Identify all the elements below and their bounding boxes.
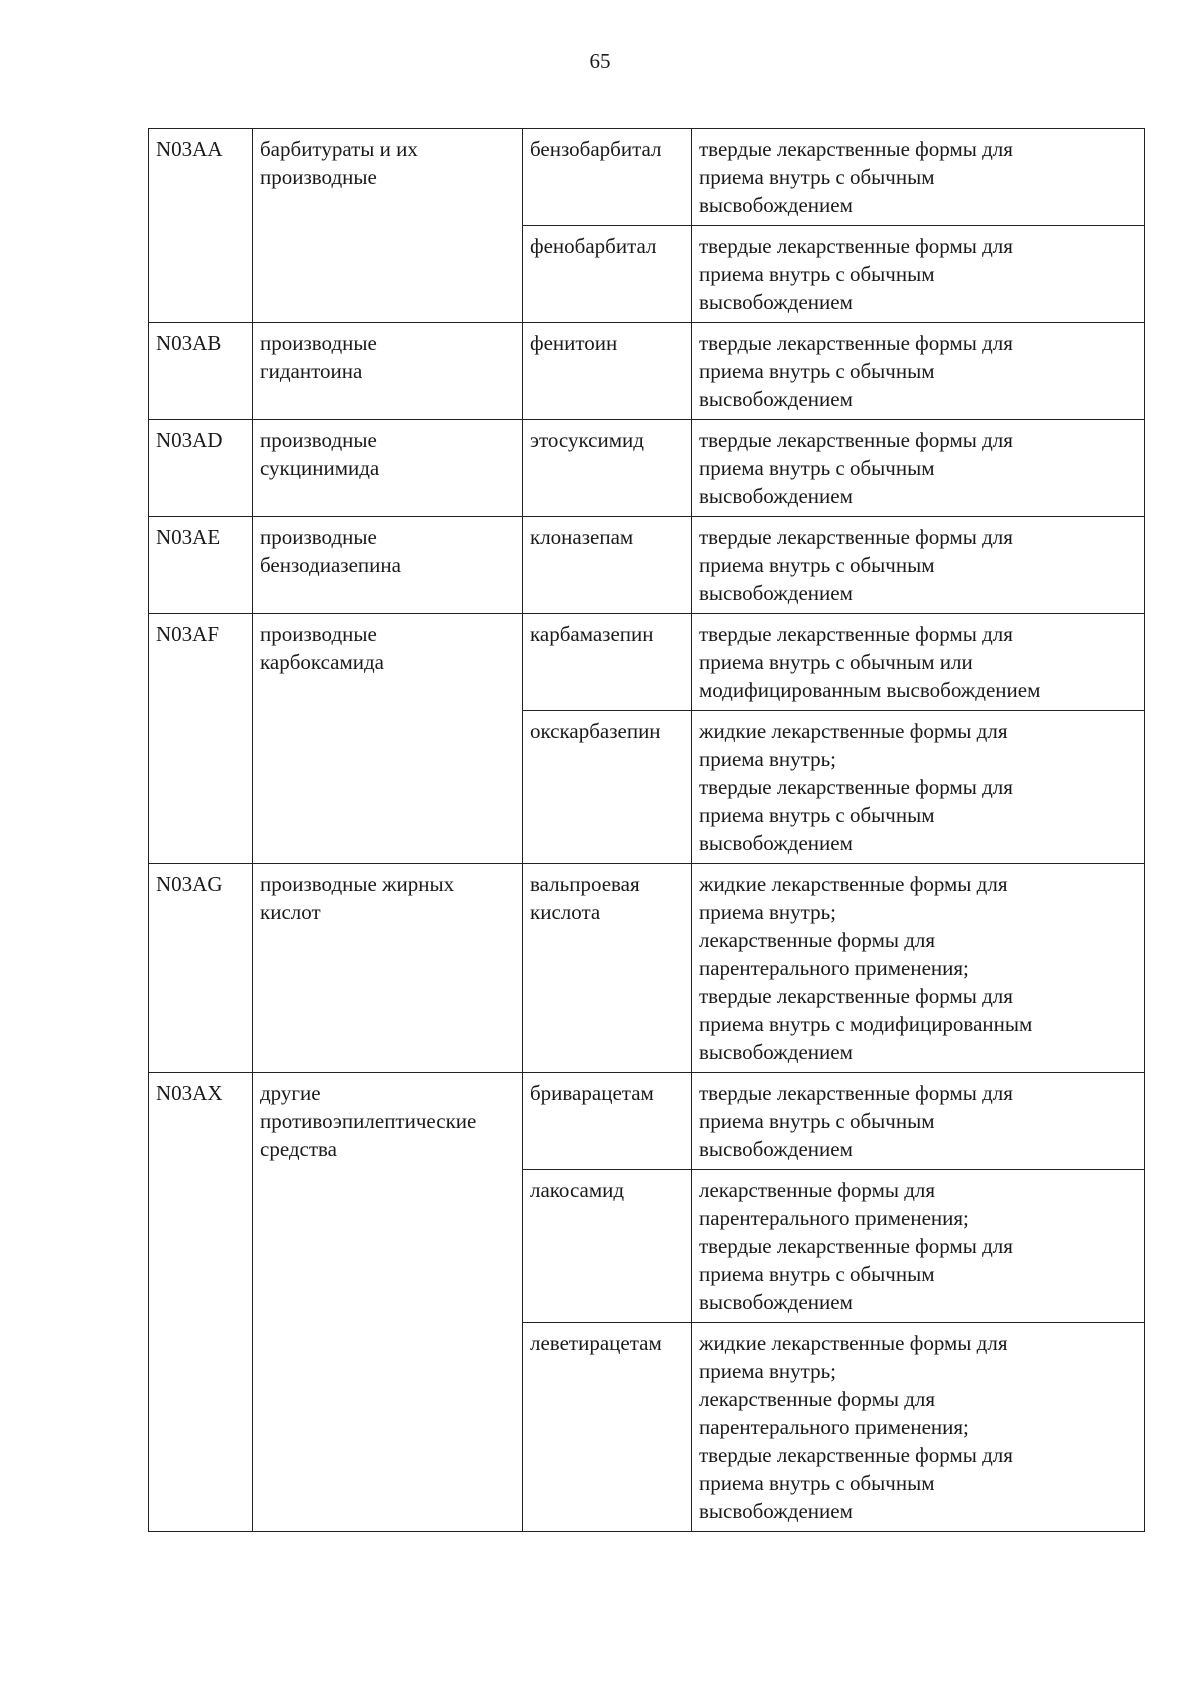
atc-code-cell: N03AD (149, 420, 253, 517)
dosage-form-cell: лекарственные формы для парентерального применения; твердые лекарственные формы для приема внутрь с обычным высвобождением (692, 1170, 1145, 1323)
table-row (149, 864, 1145, 1073)
dosage-form-cell: жидкие лекарственные формы для приема внутрь; лекарственные формы для парентерального применения; твердые лекарственные формы для приема внутрь с обычным высвобождением (692, 1323, 1145, 1532)
drug-name-cell: фенитоин (523, 323, 692, 420)
group-name-cell: производные карбоксамида (253, 614, 523, 864)
group-name-cell: производные сукцинимида (253, 420, 523, 517)
dosage-form-cell: жидкие лекарственные формы для приема внутрь; лекарственные формы для парентерального применения; твердые лекарственные формы для приема внутрь с модифицированным высвобождением (692, 864, 1145, 1073)
drug-name-cell: лакосамид (523, 1170, 692, 1323)
table-row (149, 614, 1145, 711)
group-name-cell: барбитураты и их производные (253, 129, 523, 323)
drug-name-cell: бриварацетам (523, 1073, 692, 1170)
drug-name-cell: этосуксимид (523, 420, 692, 517)
table-row (149, 1073, 1145, 1170)
atc-code-cell: N03AE (149, 517, 253, 614)
group-name-cell: производные бензодиазепина (253, 517, 523, 614)
dosage-form-cell: жидкие лекарственные формы для приема внутрь; твердые лекарственные формы для приема внутрь с обычным высвобождением (692, 711, 1145, 864)
drug-name-cell: клоназепам (523, 517, 692, 614)
drug-name-cell: леветирацетам (523, 1323, 692, 1532)
atc-code-cell: N03AG (149, 864, 253, 1073)
atc-code-cell: N03AX (149, 1073, 253, 1532)
dosage-form-cell: твердые лекарственные формы для приема внутрь с обычным высвобождением (692, 420, 1145, 517)
dosage-form-cell: твердые лекарственные формы для приема внутрь с обычным высвобождением (692, 323, 1145, 420)
drug-name-cell: фенобарбитал (523, 226, 692, 323)
atc-code-cell: N03AB (149, 323, 253, 420)
group-name-cell: производные жирных кислот (253, 864, 523, 1073)
group-name-cell: производные гидантоина (253, 323, 523, 420)
table-row (149, 517, 1145, 614)
page-number: 65 (589, 49, 611, 73)
table-row (149, 323, 1145, 420)
drug-name-cell: карбамазепин (523, 614, 692, 711)
drug-name-cell: бензобарбитал (523, 129, 692, 226)
dosage-form-cell: твердые лекарственные формы для приема внутрь с обычным высвобождением (692, 517, 1145, 614)
drug-name-cell: окскарбазепин (523, 711, 692, 864)
table-body (149, 129, 1145, 1532)
drug-classification-table (148, 128, 1145, 1532)
drug-name-cell: вальпроевая кислота (523, 864, 692, 1073)
dosage-form-cell: твердые лекарственные формы для приема внутрь с обычным или модифицированным высвобождением (692, 614, 1145, 711)
dosage-form-cell: твердые лекарственные формы для приема внутрь с обычным высвобождением (692, 129, 1145, 226)
table-row (149, 420, 1145, 517)
group-name-cell: другие противоэпилептические средства (253, 1073, 523, 1532)
dosage-form-cell: твердые лекарственные формы для приема внутрь с обычным высвобождением (692, 1073, 1145, 1170)
atc-code-cell: N03AA (149, 129, 253, 323)
atc-code-cell: N03AF (149, 614, 253, 864)
table-row (149, 129, 1145, 226)
dosage-form-cell: твердые лекарственные формы для приема внутрь с обычным высвобождением (692, 226, 1145, 323)
